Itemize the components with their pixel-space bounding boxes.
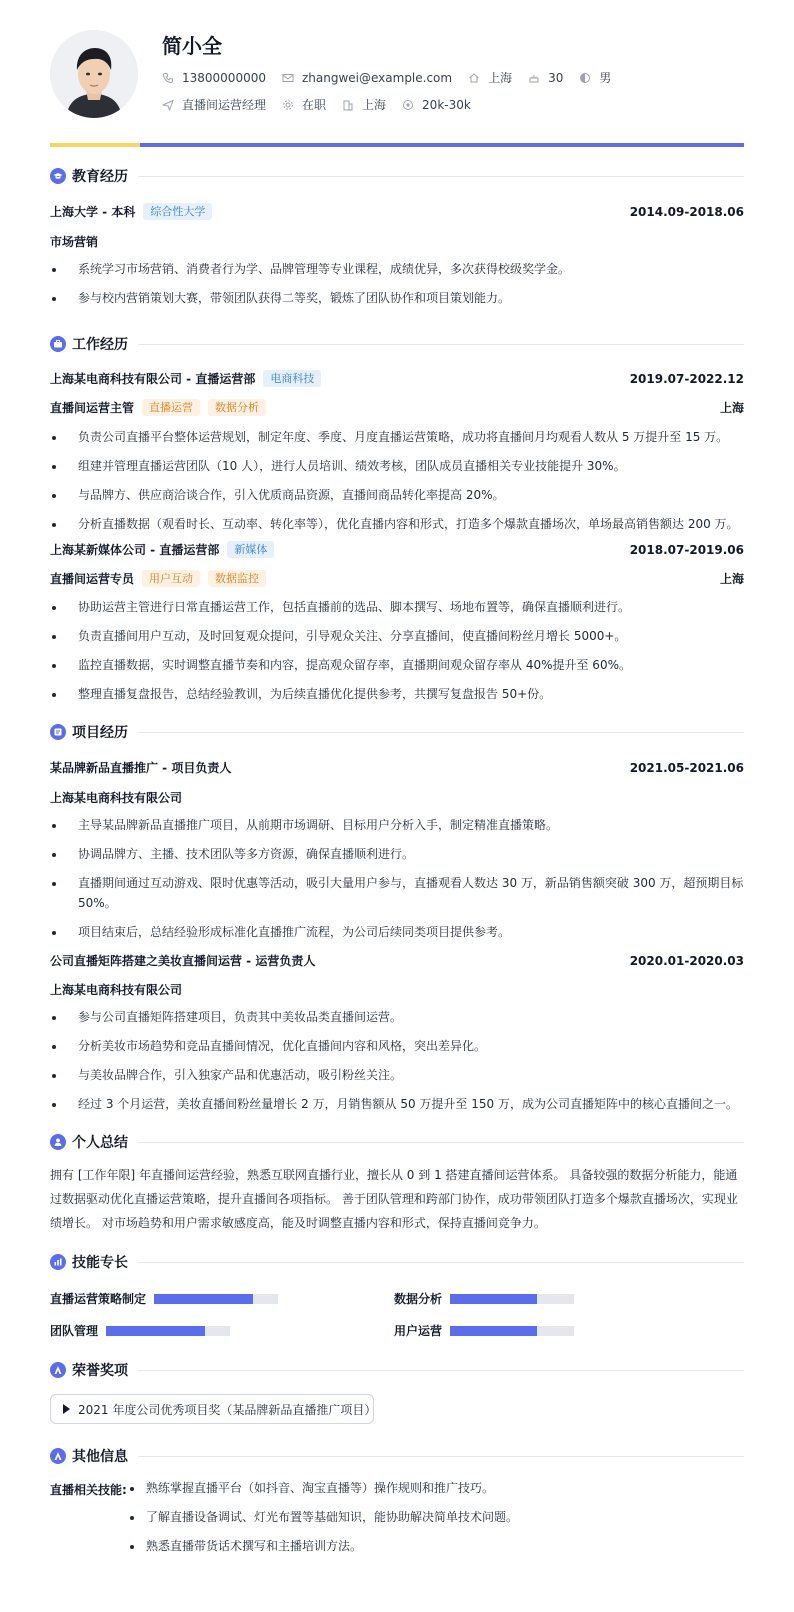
header-divider-bar: [50, 143, 744, 147]
gender-text: 男: [599, 71, 612, 85]
list-item: 与美妆品牌合作，引入独家产品和优惠活动，吸引粉丝关注。: [50, 1065, 744, 1085]
list-item: 了解直播设备调试、灯光布置等基础知识，能协助解决简单技术问题。: [124, 1507, 724, 1527]
target-city-text: 上海: [362, 98, 387, 112]
job-1-company-row: [50, 370, 744, 387]
candidate-name: 简小全: [162, 34, 222, 58]
list-item: 整理直播复盘报告，总结经验教训，为后续直播优化提供参考，共撰写复盘报告 50+份。: [50, 684, 744, 704]
list-item: 协助运营主管进行日常直播运营工作，包括直播前的选品、脚本撰写、场地布置等，确保直播顺利进行。: [50, 597, 744, 617]
list-item: 参与校内营销策划大赛，带领团队获得二等奖，锻炼了团队协作和项目策划能力。: [50, 288, 744, 308]
job-2-tag-1: 用户互动: [142, 570, 200, 587]
graduation-cap-icon: [50, 168, 66, 184]
other-label: 直播相关技能:: [50, 1483, 127, 1497]
list-item: 组建并管理直播运营团队（10 人），进行人员培训、绩效考核，团队成员直播相关专业技能提升 30%。: [50, 456, 744, 476]
list-item: 分析直播数据（观看时长、互动率、转化率等），优化直播内容和形式，打造多个爆款直播场次，单场最高销售额达 200 万。: [50, 514, 744, 534]
project-2-company: 上海某电商科技有限公司: [50, 983, 183, 997]
position-text: 直播间运营经理: [182, 98, 267, 112]
job-2-location: 上海: [719, 572, 744, 586]
status-item: [282, 96, 326, 113]
job-1-bullets: [50, 427, 744, 543]
project-icon: [50, 724, 66, 740]
job-2-company: 上海某新媒体公司 - 直播运营部: [50, 543, 220, 557]
school-tag: 综合性大学: [143, 203, 212, 220]
list-item: 熟练掌握直播平台（如抖音、淘宝直播等）操作规则和推广技巧。: [124, 1478, 724, 1498]
skill-name: 团队管理: [50, 1324, 99, 1338]
project-1-company: 上海某电商科技有限公司: [50, 791, 183, 805]
email-icon: [282, 72, 294, 84]
award-text: 2021 年度公司优秀项目奖（某品牌新品直播推广项目）: [78, 1402, 377, 1417]
project-2-company-row: [50, 981, 744, 998]
age-item: [528, 71, 563, 85]
skill-name: 用户运营: [394, 1324, 443, 1338]
other-bullets: [124, 1478, 724, 1565]
job-1-role-row: [50, 399, 744, 416]
skill-level-fill: [154, 1294, 253, 1304]
briefcase-icon: [50, 336, 66, 352]
info-icon: [50, 1448, 66, 1464]
list-item: 直播期间通过互动游戏、限时优惠等活动，吸引大量用户参与，直播观看人数达 30 万，新品销售额突破 300 万，超预期目标 50%。: [50, 873, 744, 913]
job-info-row: [162, 96, 487, 113]
email-item: [282, 71, 452, 85]
job-2-date: 2018.07-2019.06: [629, 542, 744, 557]
job-2-role-row: [50, 570, 744, 587]
job-2-tag-2: 数据监控: [208, 570, 266, 587]
section-projects-title: 项目经历: [50, 722, 744, 742]
job-1-tag-2: 数据分析: [208, 399, 266, 416]
project-2-name: 公司直播矩阵搭建之美妆直播间运营 - 运营负责人: [50, 954, 316, 968]
list-item: 负责公司直播平台整体运营规划，制定年度、季度、月度直播运营策略，成功将直播间月均观看人数从 5 万提升至 15 万。: [50, 427, 744, 447]
skill-level-bar: [450, 1326, 574, 1336]
job-1-company-tag: 电商科技: [263, 370, 321, 387]
list-item: 负责直播间用户互动，及时回复观众提问，引导观众关注、分享直播间，使直播间粉丝月增长 5000+。: [50, 626, 744, 646]
position-item: [162, 96, 266, 113]
gear-icon: [282, 99, 294, 111]
award-item[interactable]: [50, 1394, 377, 1424]
contact-info-row: [162, 69, 627, 86]
job-2-company-row: [50, 541, 744, 558]
coin-icon: [402, 99, 414, 111]
salary-text: 20k-30k: [422, 97, 471, 112]
job-1-company: 上海某电商科技有限公司 - 直播运营部: [50, 372, 256, 386]
job-2-role: 直播间运营专员: [50, 572, 135, 586]
phone-text: 13800000000: [182, 70, 266, 85]
status-text: 在职: [302, 98, 327, 112]
project-2-title-row: [50, 952, 744, 969]
education-school-row: [50, 203, 744, 220]
job-1-tag-1: 直播运营: [142, 399, 200, 416]
section-education-title: 教育经历: [50, 166, 744, 186]
skill-item: [50, 1290, 278, 1307]
job-1-location: 上海: [719, 401, 744, 415]
education-bullets: [50, 259, 744, 317]
header-divider-accent: [50, 143, 140, 147]
summary-text: 拥有 [工作年限] 年直播间运营经验，熟悉互联网直播行业，擅长从 0 到 1 搭建直播间运营体系。 具备较强的数据分析能力，能通过数据驱动优化直播运营策略，提升直播间各项指标。 善于团队管理和跨部门协作，成功带领团队打造多个爆款直播场次，实现业绩增长。 对市场趋势和用户需求敏感度高，能及时调整直播内容和形式，保持直播间竞争力。: [50, 1168, 738, 1230]
email-text: zhangwei@example.com: [301, 70, 453, 85]
gender-item: [579, 69, 611, 86]
skill-level-bar: [106, 1326, 230, 1336]
city-item: [468, 69, 512, 86]
list-item: 参与公司直播矩阵搭建项目，负责其中美妆品类直播间运营。: [50, 1007, 744, 1027]
education-major-row: [50, 233, 744, 250]
list-item: 分析美妆市场趋势和竞品直播间情况，优化直播间内容和风格，突出差异化。: [50, 1036, 744, 1056]
age-text: 30: [548, 70, 564, 85]
job-2-company-tag: 新媒体: [227, 541, 274, 558]
building-icon: [342, 99, 354, 111]
list-item: 监控直播数据，实时调整直播节奏和内容，提高观众留存率，直播期间观众留存率从 40%提升至 60%。: [50, 655, 744, 675]
list-item: 熟悉直播带货话术撰写和主播培训方法。: [124, 1536, 724, 1556]
skill-item: [394, 1290, 574, 1307]
major-name: 市场营销: [50, 235, 99, 249]
caret-right-icon: [63, 1404, 70, 1414]
chart-icon: [50, 1254, 66, 1270]
section-summary-title: 个人总结: [50, 1132, 744, 1152]
job-1-role: 直播间运营主管: [50, 401, 135, 415]
project-1-bullets: [50, 815, 744, 951]
list-item: 协调品牌方、主播、技术团队等多方资源，确保直播顺利进行。: [50, 844, 744, 864]
project-2-bullets: [50, 1007, 744, 1123]
skill-level-fill: [106, 1326, 205, 1336]
skill-item: [50, 1322, 230, 1339]
project-1-title-row: [50, 759, 744, 776]
cake-icon: [528, 72, 540, 84]
target-city-item: [342, 96, 386, 113]
salary-item: [402, 98, 471, 112]
avatar: [50, 30, 138, 118]
award-icon: [50, 1362, 66, 1378]
avatar-portrait-icon: [50, 30, 138, 118]
skill-name: 直播运营策略制定: [50, 1292, 147, 1306]
phone-icon: [162, 72, 174, 84]
list-item: 经过 3 个月运营，美妆直播间粉丝量增长 2 万，月销售额从 50 万提升至 150 万，成为公司直播矩阵中的核心直播间之一。: [50, 1094, 744, 1114]
gender-icon: [579, 72, 591, 84]
city-text: 上海: [488, 71, 513, 85]
education-date: 2014.09-2018.06: [629, 204, 744, 219]
list-item: 主导某品牌新品直播推广项目，从前期市场调研、目标用户分析入手，制定精准直播策略。: [50, 815, 744, 835]
project-1-name: 某品牌新品直播推广 - 项目负责人: [50, 761, 232, 775]
skill-level-bar: [450, 1294, 574, 1304]
home-icon: [468, 72, 480, 84]
list-item: 项目结束后，总结经验形成标准化直播推广流程，为公司后续同类项目提供参考。: [50, 922, 744, 942]
skill-name: 数据分析: [394, 1292, 443, 1306]
section-skills-title: 技能专长: [50, 1252, 744, 1272]
project-1-date: 2021.05-2021.06: [629, 760, 744, 775]
section-work-title: 工作经历: [50, 334, 744, 354]
section-awards-title: 荣誉奖项: [50, 1360, 744, 1380]
school-name: 上海大学 - 本科: [50, 205, 136, 219]
list-item: 系统学习市场营销、消费者行为学、品牌管理等专业课程，成绩优异，多次获得校级奖学金。: [50, 259, 744, 279]
project-1-company-row: [50, 789, 744, 806]
skill-level-fill: [450, 1294, 537, 1304]
skill-item: [394, 1322, 574, 1339]
project-2-date: 2020.01-2020.03: [629, 953, 744, 968]
section-other-title: 其他信息: [50, 1446, 744, 1466]
job-2-bullets: [50, 597, 744, 713]
skill-level-bar: [154, 1294, 278, 1304]
skill-level-fill: [450, 1326, 537, 1336]
user-icon: [50, 1134, 66, 1150]
send-icon: [162, 99, 174, 111]
list-item: 与品牌方、供应商洽谈合作，引入优质商品资源，直播间商品转化率提高 20%。: [50, 485, 744, 505]
job-1-date: 2019.07-2022.12: [629, 371, 744, 386]
phone-item: [162, 71, 266, 85]
